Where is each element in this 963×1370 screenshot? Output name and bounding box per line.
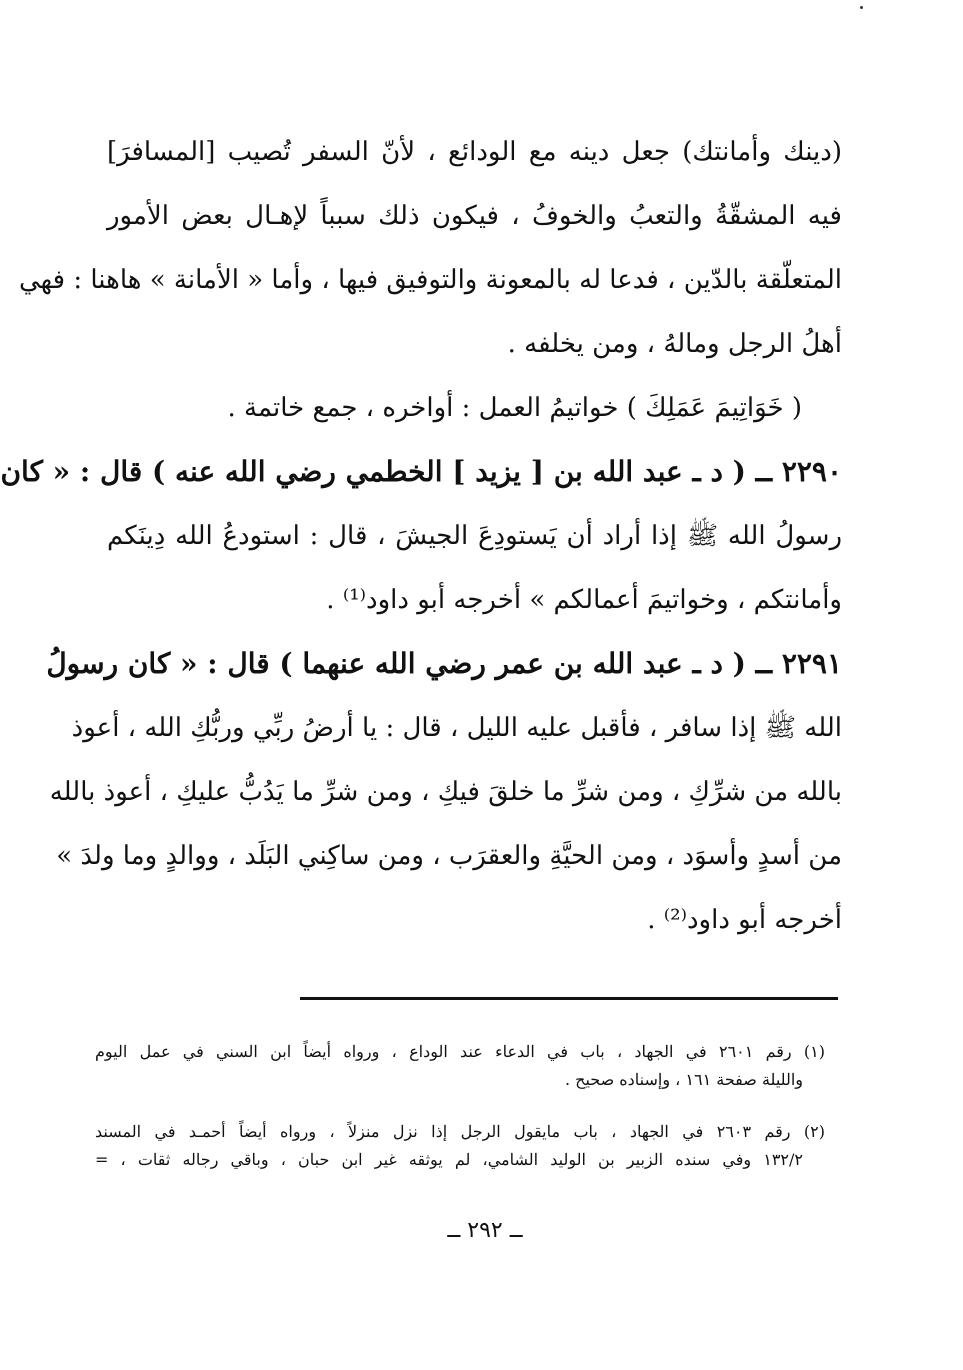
footnote-2-line: ١٣٢/٢ وفي سنده الزبير بن الوليد الشامي، لم يوثقه غير ابن حبان ، وباقي رجاله ثقات ، =	[95, 1150, 803, 1169]
hadith-2291-heading: ٢٢٩١ ــ ( د ـ عبد الله بن عمر رضي الله عنهما ) قال : « كان رسولُ	[46, 647, 842, 680]
text-line: من أسدٍ وأسوَد ، ومن الحيَّةِ والعقرَب ، ومن ساكِني البَلَد ، ووالدٍ وما ولدَ »	[56, 841, 842, 871]
footnote-1-line: (١) رقم ٢٦٠١ في الجهاد ، باب في الدعاء عند الوداع ، ورواه أيضاً ابن السني في عمل اليوم	[95, 1042, 826, 1061]
text-line: الله ﷺ إذا سافر ، فأقبل عليه الليل ، قال : يا أرضُ ربِّي وربُّكِ الله ، أعوذ	[71, 713, 842, 743]
gloss-line: ( خَوَاتِيمَ عَمَلِكَ ) خواتيمُ العمل : أواخره ، جمع خاتمة .	[227, 393, 802, 423]
footnote-divider	[300, 997, 838, 1000]
page-number: ــ ٢٩٢ ــ	[447, 1218, 523, 1243]
text-line: (دينك وأمانتك) جعل دينه مع الودائع ، لأنّ السفر تُصيب [المسافرَ]	[107, 137, 842, 167]
text-line: أخرجه أبو داود⁽²⁾ .	[647, 905, 842, 935]
text-line: رسولُ الله ﷺ إذا أراد أن يَستودِعَ الجيشَ ، قال : استودعُ الله دِينَكم	[107, 521, 842, 551]
footnotes	[95, 1038, 825, 1174]
footnote-2-line: (٢) رقم ٢٦٠٣ في الجهاد ، باب مايقول الرجل إذا نزل منزلاً ، ورواه أيضاً أحمـد في المسند	[95, 1122, 826, 1141]
text-line: فيه المشقّةُ والتعبُ والخوفُ ، فيكون ذلك سبباً لإهـال بعض الأمور	[107, 201, 842, 231]
text-line: أهلُ الرجل ومالهُ ، ومن يخلفه .	[507, 329, 842, 359]
main-text	[0, 120, 842, 952]
text-line: وأمانتكم ، وخواتيمَ أعمالكم » أخرجه أبو داود⁽¹⁾ .	[326, 585, 842, 615]
text-line: المتعلّقة بالدّين ، فدعا له بالمعونة والتوفيق فيها ، وأما « الأمانة » هاهنا : فهي	[19, 265, 842, 295]
text-line: بالله من شرِّكِ ، ومن شرِّ ما خلقَ فيكِ ، ومن شرِّ ما يَدُبُّ عليكِ ، أعوذ بالله	[49, 777, 842, 807]
footnote-1-line: والليلة صفحة ١٦١ ، وإسناده صحيح .	[564, 1070, 803, 1089]
scan-speck	[860, 6, 863, 9]
hadith-2290-heading: ٢٢٩٠ ــ ( د ـ عبد الله بن [ يزيد ] الخطمي رضي الله عنه ) قال : « كان	[0, 455, 842, 488]
